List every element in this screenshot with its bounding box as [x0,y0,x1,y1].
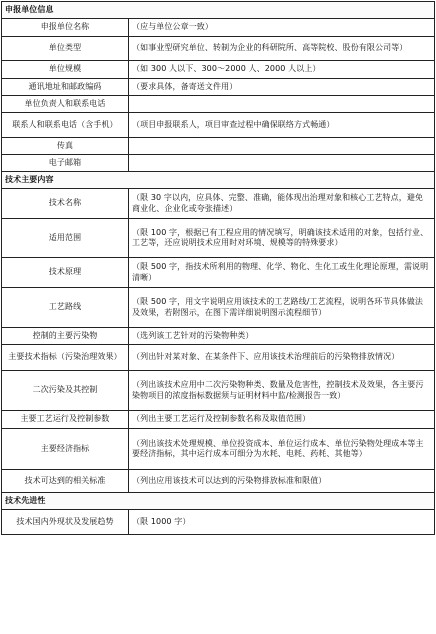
form-row [2,79,435,96]
form-row [2,96,435,113]
form-row [2,328,435,345]
form-row [2,138,435,155]
form-row [2,429,435,470]
field-label: 传真 [2,138,129,155]
form-row [2,411,435,429]
form-row [2,288,435,328]
field-value[interactable] [129,258,435,288]
field-value-text: （应与单位公章一致） [132,22,213,32]
field-value-text: （列出针对某对象、在某条件下、应用该技术治理前后的污染物排放情况） [132,352,400,362]
field-label: 控制的主要污染物 [2,328,129,345]
form-row [2,345,435,371]
field-value-text: （如事业型研究单位、转制为企业的科研院所、高等院校、股份有限公司等） [132,43,408,53]
application-form-sheet [1,1,434,535]
field-value[interactable] [129,411,435,429]
field-value[interactable] [129,219,435,258]
form-row [2,219,435,258]
form-row [2,19,435,37]
field-value[interactable] [129,138,435,155]
field-label: 技术国内外现状及发展趋势 [2,510,129,535]
field-value-text: （如 300 人以下、300～2000 人、2000 人以上） [132,64,321,74]
field-label: 技术名称 [2,189,129,219]
form-row [2,510,435,535]
section-title: 申报单位信息 [2,2,435,19]
field-value-text: （选列该工艺针对的污染物种类） [132,330,254,340]
form-row [2,258,435,288]
form-row [2,113,435,138]
field-value-text: （列出该技术处理规模、单位投资成本、单位运行成本、单位污染物处理成本等主要经济指标，其中运行成本可细分为水耗、电耗、药耗、其他等） [132,438,424,458]
field-value-text: （限 500 字，用文字说明应用该技术的工艺路线/工艺流程，说明各环节具体做法及效果，若附图示，在图下需详细说明图示流程细节） [132,297,423,317]
field-label: 主要工艺运行及控制参数 [2,411,129,429]
field-value-text: （项目申报联系人，项目审查过程中确保联络方式畅通） [132,119,335,129]
field-value[interactable] [129,61,435,79]
field-value[interactable] [129,510,435,535]
application-form-table [1,1,435,535]
form-row [2,470,435,493]
field-label: 通讯地址和邮政编码 [2,79,129,96]
section-header-row [2,493,435,510]
field-label: 单位类型 [2,37,129,61]
field-value[interactable] [129,470,435,493]
form-row [2,155,435,172]
form-row [2,61,435,79]
field-label: 联系人和联系电话（含手机） [2,113,129,138]
form-row [2,189,435,219]
field-label: 单位负责人和联系电话 [2,96,129,113]
field-label: 二次污染及其控制 [2,371,129,411]
field-value-text: （要求具体，备寄送文件用） [132,81,238,91]
field-value[interactable] [129,345,435,371]
field-label: 适用范围 [2,219,129,258]
form-row [2,37,435,61]
field-value-text: （限 1000 字） [132,516,191,526]
field-label: 主要经济指标 [2,429,129,470]
field-value-text: （限 500 字，指技术所利用的物理、化学、物化、生化工或生化理论原理，需说明清晰） [132,262,429,282]
field-value[interactable] [129,371,435,411]
field-label: 技术原理 [2,258,129,288]
field-label: 申报单位名称 [2,19,129,37]
field-value[interactable] [129,96,435,113]
field-label: 电子邮箱 [2,155,129,172]
section-title: 技术主要内容 [2,172,435,189]
section-header-row [2,172,435,189]
field-value[interactable] [129,113,435,138]
field-label: 主要技术指标（污染治理效果） [2,345,129,371]
field-value-text: （限 100 字，根据已有工程应用的情况填写，明确该技术适用的对象，包括行业、工艺等，还应说明技术应用时对环境、规模等的特殊要求） [132,227,429,247]
field-value[interactable] [129,328,435,345]
field-value[interactable] [129,79,435,96]
form-row [2,371,435,411]
section-header-row [2,2,435,19]
field-value-text: （列出主要工艺运行及控制参数名称及取值范围） [132,414,311,424]
form-body [2,2,435,535]
field-value-text: （列出应用该技术可以达到的污染物排放标准和限值） [132,475,327,485]
field-value[interactable] [129,429,435,470]
field-label: 单位规模 [2,61,129,79]
field-value[interactable] [129,155,435,172]
field-value-text: （列出该技术应用中二次污染物种类、数量及危害性，控制技术及效果，各主要污染物项目的浓度指标数据须与证明材料中监/检测报告一致） [132,380,424,400]
field-label: 工艺路线 [2,288,129,328]
field-value[interactable] [129,288,435,328]
field-value[interactable] [129,19,435,37]
section-title: 技术先进性 [2,493,435,510]
field-value-text: （限 30 字以内，应具体、完整、准确，能体现出治理对象和核心工艺特点，避免商业化、企业化或夸张描述） [132,193,424,213]
field-value[interactable] [129,37,435,61]
field-label: 技术可达到的相关标准 [2,470,129,493]
field-value[interactable] [129,189,435,219]
